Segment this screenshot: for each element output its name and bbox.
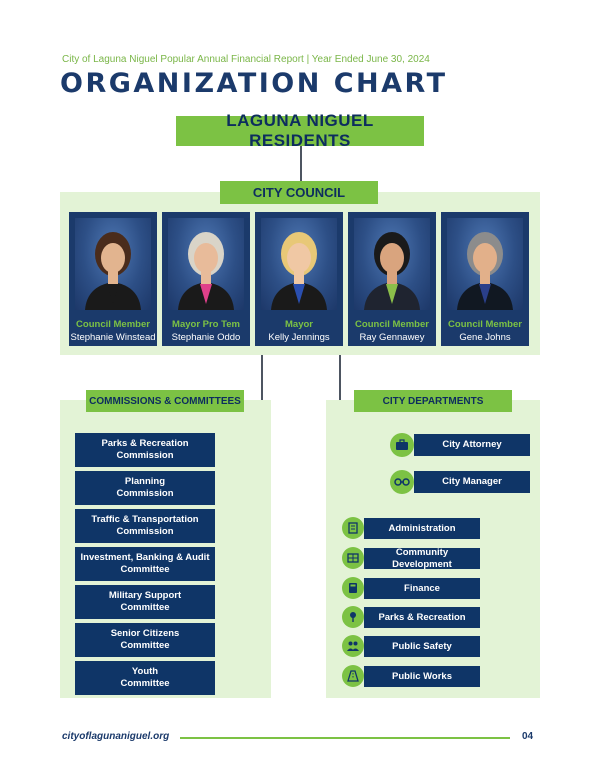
- council-member-photo: [447, 218, 523, 310]
- briefcase-icon: [390, 433, 414, 457]
- commission-type: Commission: [116, 450, 174, 461]
- commission-name: Youth: [131, 666, 159, 677]
- commission-type: Commission: [116, 526, 174, 537]
- council-member-card: [348, 212, 436, 346]
- council-member-name: Stephanie Oddo: [171, 332, 241, 343]
- commission-name: Military Support: [108, 590, 182, 601]
- council-member-photo: [261, 218, 337, 310]
- council-member-name: Stephanie Winstead: [70, 332, 156, 343]
- council-member-name: Ray Gennawey: [359, 332, 425, 343]
- department-item: Public Safety: [364, 636, 480, 657]
- commission-name: Traffic & Transportation: [91, 514, 199, 525]
- city-attorney-box: City Attorney: [414, 434, 530, 456]
- council-member-role: Mayor: [285, 319, 313, 330]
- commission-name: Investment, Banking & Audit: [80, 552, 210, 563]
- residents-box: LAGUNA NIGUEL RESIDENTS: [176, 116, 424, 146]
- council-label: CITY COUNCIL: [220, 181, 378, 204]
- blueprint-icon: [342, 547, 364, 569]
- footer-url: cityoflagunaniguel.org: [62, 731, 170, 742]
- park-icon: [342, 606, 364, 628]
- department-item: Administration: [364, 518, 480, 539]
- council-member-card: [162, 212, 250, 346]
- commission-item: [75, 471, 215, 505]
- commission-item: [75, 433, 215, 467]
- report-subtitle: City of Laguna Niguel Popular Annual Financial Report | Year Ended June 30, 2024: [62, 54, 430, 65]
- commission-name: Planning: [124, 476, 166, 487]
- council-member-role: Council Member: [355, 319, 429, 330]
- city-manager-box: City Manager: [414, 471, 530, 493]
- commission-item: [75, 509, 215, 543]
- commission-type: Committee: [120, 678, 170, 689]
- commission-type: Committee: [120, 640, 170, 651]
- department-item: Finance: [364, 578, 480, 599]
- commission-item: [75, 623, 215, 657]
- council-member-role: Council Member: [448, 319, 522, 330]
- council-member-photo: [75, 218, 151, 310]
- commission-item: [75, 585, 215, 619]
- council-member-photo: [168, 218, 244, 310]
- council-member-role: Council Member: [76, 319, 150, 330]
- council-member-card: [255, 212, 343, 346]
- commissions-label: COMMISSIONS & COMMITTEES: [86, 390, 244, 412]
- departments-label: CITY DEPARTMENTS: [354, 390, 512, 412]
- commission-type: Committee: [120, 602, 170, 613]
- council-member-card: [69, 212, 157, 346]
- handshake-icon: [390, 470, 414, 494]
- department-item: Community Development: [364, 548, 480, 569]
- calculator-icon: [342, 577, 364, 599]
- commission-type: Commission: [116, 488, 174, 499]
- commission-item: [75, 661, 215, 695]
- commission-item: [75, 547, 215, 581]
- road-icon: [342, 665, 364, 687]
- officers-icon: [342, 635, 364, 657]
- council-member-name: Gene Johns: [459, 332, 511, 343]
- council-member-role: Mayor Pro Tem: [172, 319, 240, 330]
- page-number: 04: [522, 731, 534, 742]
- council-member-photo: [354, 218, 430, 310]
- department-item: Public Works: [364, 666, 480, 687]
- council-member-card: [441, 212, 529, 346]
- commission-name: Senior Citizens: [110, 628, 180, 639]
- council-member-name: Kelly Jennings: [268, 332, 330, 343]
- commission-name: Parks & Recreation: [101, 438, 189, 449]
- page-title: ORGANIZATION CHART: [60, 68, 448, 99]
- footer-divider: [180, 737, 510, 739]
- commission-type: Committee: [120, 564, 170, 575]
- clipboard-icon: [342, 517, 364, 539]
- department-item: Parks & Recreation: [364, 607, 480, 628]
